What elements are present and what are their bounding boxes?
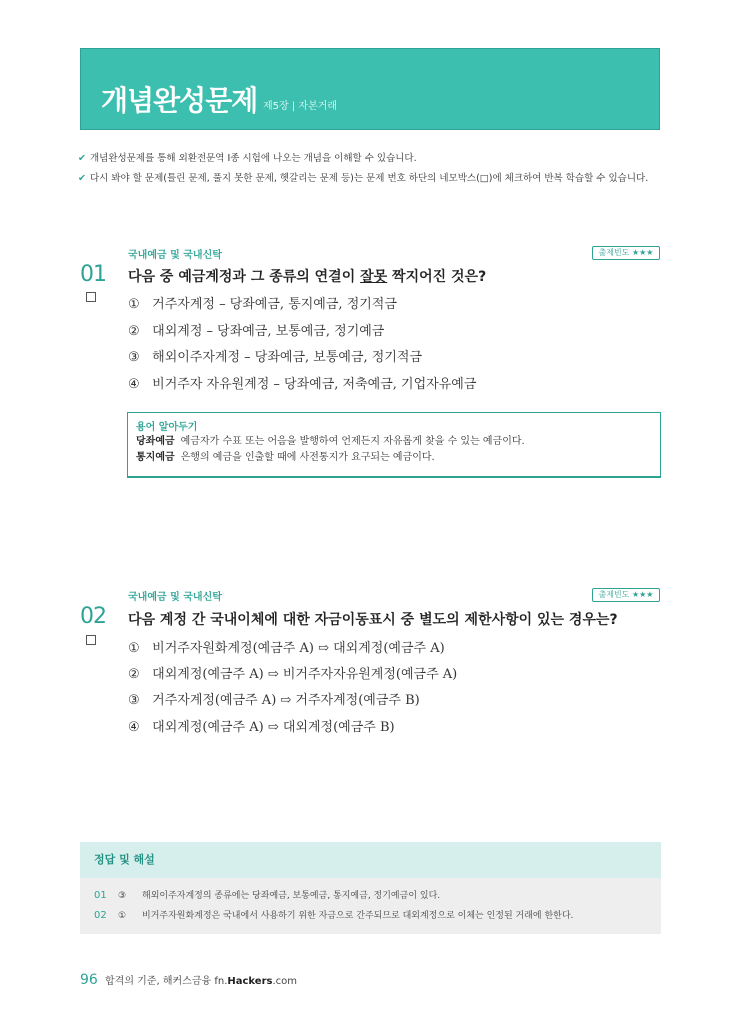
answer-option[interactable]: ④ 대외계정(예금주 A) ⇨ 대외계정(예금주 B) bbox=[128, 720, 395, 735]
answer-explanation: 해외이주자계정의 종류에는 당좌예금, 보통예금, 통지예금, 정기예금이 있다. bbox=[142, 891, 441, 901]
question-number: 01 bbox=[80, 262, 106, 287]
answer-choice: ③ bbox=[118, 891, 127, 901]
intro-line: ✔ 다시 봐야 할 문제(틀린 문제, 풀지 못한 문제, 헷갈리는 문제 등)는 문제 번호 하단의 네모박스(□)에 체크하여 반복 학습할 수 있습니다. bbox=[78, 173, 649, 184]
glossary-item bbox=[136, 450, 652, 466]
answer-option[interactable]: ② 대외계정(예금주 A) ⇨ 비거주자자유원계정(예금주 A) bbox=[128, 667, 458, 682]
chapter-banner bbox=[80, 48, 660, 130]
page-footer: 96 합격의 기준, 해커스금융 fn.Hackers.com bbox=[80, 972, 298, 988]
intro-notes bbox=[78, 150, 678, 190]
review-checkbox[interactable] bbox=[86, 635, 96, 645]
answer-row bbox=[94, 886, 647, 906]
glossary-term: 당좌예금 bbox=[136, 436, 175, 447]
glossary-definition: 은행의 예금을 인출할 때에 사전통지가 요구되는 예금이다. bbox=[180, 452, 435, 463]
answers-title: 정답 및 해설 bbox=[80, 842, 661, 878]
glossary-title: 용어 알아두기 bbox=[136, 422, 198, 433]
page-title: 개념완성문제 bbox=[101, 84, 258, 117]
answer-explanation: 비거주자원화계정은 국내에서 사용하기 위한 자금으로 간주되므로 대외계정으로 이체는 인정된 거래에 한한다. bbox=[142, 911, 574, 921]
page-number: 96 bbox=[80, 972, 98, 988]
answer-option[interactable]: ① 비거주자원화계정(예금주 A) ⇨ 대외계정(예금주 A) bbox=[128, 641, 445, 656]
glossary-box bbox=[127, 412, 661, 478]
chapter-subtitle: 제5장 | 자본거래 bbox=[263, 101, 338, 112]
answers-section bbox=[80, 878, 661, 934]
glossary-definition: 예금자가 수표 또는 어음을 발행하여 언제든지 자유롭게 찾을 수 있는 예금이다. bbox=[180, 436, 525, 447]
answer-number: 02 bbox=[94, 910, 107, 921]
answer-option[interactable]: ② 대외계정 – 당좌예금, 보통예금, 정기예금 bbox=[128, 324, 385, 339]
question-stem: 다음 계정 간 국내이체에 대한 자금이동표시 중 별도의 제한사항이 있는 경우는? bbox=[128, 612, 618, 628]
glossary-item bbox=[136, 434, 652, 450]
question-category: 국내예금 및 국내신탁 bbox=[128, 250, 222, 261]
glossary-term: 통지예금 bbox=[136, 452, 175, 463]
check-icon: ✔ bbox=[78, 153, 86, 164]
answer-option[interactable]: ① 거주자계정 – 당좌예금, 통지예금, 정기적금 bbox=[128, 297, 397, 312]
check-icon: ✔ bbox=[78, 173, 86, 184]
answer-number: 01 bbox=[94, 890, 107, 901]
frequency-badge: 출제빈도 ★★★ bbox=[592, 588, 660, 602]
brand-name: Hackers bbox=[227, 976, 273, 987]
answer-option[interactable]: ④ 비거주자 자유원계정 – 당좌예금, 저축예금, 기업자유예금 bbox=[128, 377, 477, 392]
answer-option[interactable]: ③ 거주자계정(예금주 A) ⇨ 거주자계정(예금주 B) bbox=[128, 693, 420, 708]
answer-row bbox=[94, 906, 647, 926]
review-checkbox[interactable] bbox=[86, 292, 96, 302]
frequency-badge: 출제빈도 ★★★ bbox=[592, 246, 660, 260]
question-category: 국내예금 및 국내신탁 bbox=[128, 592, 222, 603]
answer-option[interactable]: ③ 해외이주자계정 – 당좌예금, 보통예금, 정기적금 bbox=[128, 350, 423, 365]
answer-choice: ① bbox=[118, 911, 127, 921]
intro-line: ✔ 개념완성문제를 통해 외환전문역 Ⅰ종 시험에 나오는 개념을 이해할 수 있습니다. bbox=[78, 153, 417, 164]
question-stem: 다음 중 예금계정과 그 종류의 연결이 잘못 짝지어진 것은? bbox=[128, 269, 487, 285]
question-number: 02 bbox=[80, 604, 106, 629]
